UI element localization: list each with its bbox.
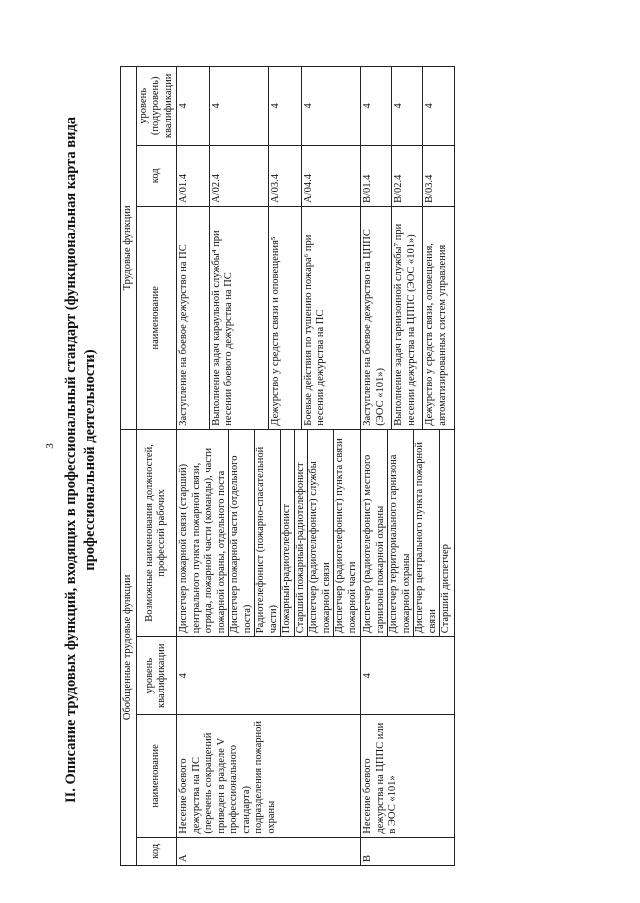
position-item: Пожарный-радиотелефонист — [280, 430, 294, 637]
table-body — [177, 67, 455, 866]
function-name: Выполнение задач гарнизонной службы⁷ при несении дежурства на ЦППС (ЭОС «101») — [392, 206, 423, 429]
function-level: 4 — [392, 67, 423, 146]
table-row — [177, 67, 210, 866]
function-code: В/03.4 — [423, 145, 454, 206]
row-name: Несение боевого дежурства на ЦППС или в ЭОС «101» — [361, 715, 455, 837]
row-positions — [361, 429, 455, 637]
function-level: 4 — [268, 67, 301, 146]
table-row — [361, 67, 392, 866]
function-code: А/04.4 — [301, 145, 360, 206]
row-name: Несение боевого дежурства на ПС (перечень сокращений приведен в разделе V профессионального стандарта) подразделения пожарной охраны — [177, 715, 361, 837]
function-code: В/02.4 — [392, 145, 423, 206]
row-level: 4 — [361, 637, 455, 715]
header-sublevel: уровень (подуровень) квалификации — [136, 67, 177, 146]
section-title — [62, 50, 100, 870]
row-level: 4 — [177, 637, 361, 715]
position-item: Диспетчер (радиотелефонист) местного гарнизона пожарной охраны — [362, 454, 386, 634]
header-positions: Возможные наименования должностей, профессий рабочих — [136, 429, 177, 637]
function-level: 4 — [423, 67, 454, 146]
position-item: Старший пожарный-радиотелефонист — [294, 430, 308, 637]
row-code: В — [361, 837, 455, 865]
function-code: А/02.4 — [209, 145, 268, 206]
section-title-line-2: профессиональной деятельности) — [82, 349, 98, 571]
function-name: Дежурство у средств связи и оповещения⁵ — [268, 206, 301, 429]
row-positions — [177, 429, 361, 637]
header-name: наименование — [136, 715, 177, 837]
header-labor: Трудовые функции — [121, 67, 137, 430]
function-name: Заступление на боевое дежурство на ПС — [177, 206, 210, 429]
function-name: Выполнение задач караульной службы⁴ при несении боевого дежурства на ПС — [209, 206, 268, 429]
rotated-sheet — [62, 30, 532, 890]
function-level: 4 — [177, 67, 210, 146]
header-generalized: Обобщенные трудовые функции — [121, 429, 137, 865]
position-item: Диспетчер (радиотелефонист) пункта связи пожарной части — [333, 430, 359, 637]
function-name: Дежурство у средств связи, оповещения, автоматизированных систем управления — [423, 206, 454, 429]
function-name: Заступление на боевое дежурство на ЦППС (ЭОС «101») — [361, 206, 392, 429]
section-title-line-1: II. Описание трудовых функций, входящих в профессиональный стандарт (функциональная карта вида — [63, 116, 79, 804]
position-item: Диспетчер центрального пункта пожарной связи — [413, 430, 439, 637]
function-level: 4 — [301, 67, 360, 146]
header-level: уровень квалификации — [136, 637, 177, 715]
functional-map-table — [120, 66, 455, 866]
position-item: Диспетчер территориального гарнизона пожарной охраны — [387, 430, 413, 637]
position-item: Диспетчер (радиотелефонист) службы пожарной связи — [307, 430, 333, 637]
function-level: 4 — [361, 67, 392, 146]
function-code: В/01.4 — [361, 145, 392, 206]
header-fn-name: наименование — [136, 206, 177, 429]
page-number: 3 — [44, 443, 56, 449]
header-code: код — [136, 837, 177, 865]
row-code: А — [177, 837, 361, 865]
function-code: А/01.4 — [177, 145, 210, 206]
function-code: А/03.4 — [268, 145, 301, 206]
position-item: Диспетчер пожарной части (отдельного поста) — [228, 430, 254, 637]
position-item: Диспетчер пожарной связи (старший) центрального пункта пожарной связи, отряда, пожарной части (команды), части пожарной охраны, отдельного поста — [178, 447, 227, 634]
function-level: 4 — [209, 67, 268, 146]
position-item: Старший диспетчер — [439, 430, 453, 637]
header-fn-code: код — [136, 145, 177, 206]
position-item: Радиотелефонист (пожарно-спасательной части) — [254, 430, 280, 637]
function-name: Боевые действия по тушению пожара⁶ при несении дежурства на ПС — [301, 206, 360, 429]
